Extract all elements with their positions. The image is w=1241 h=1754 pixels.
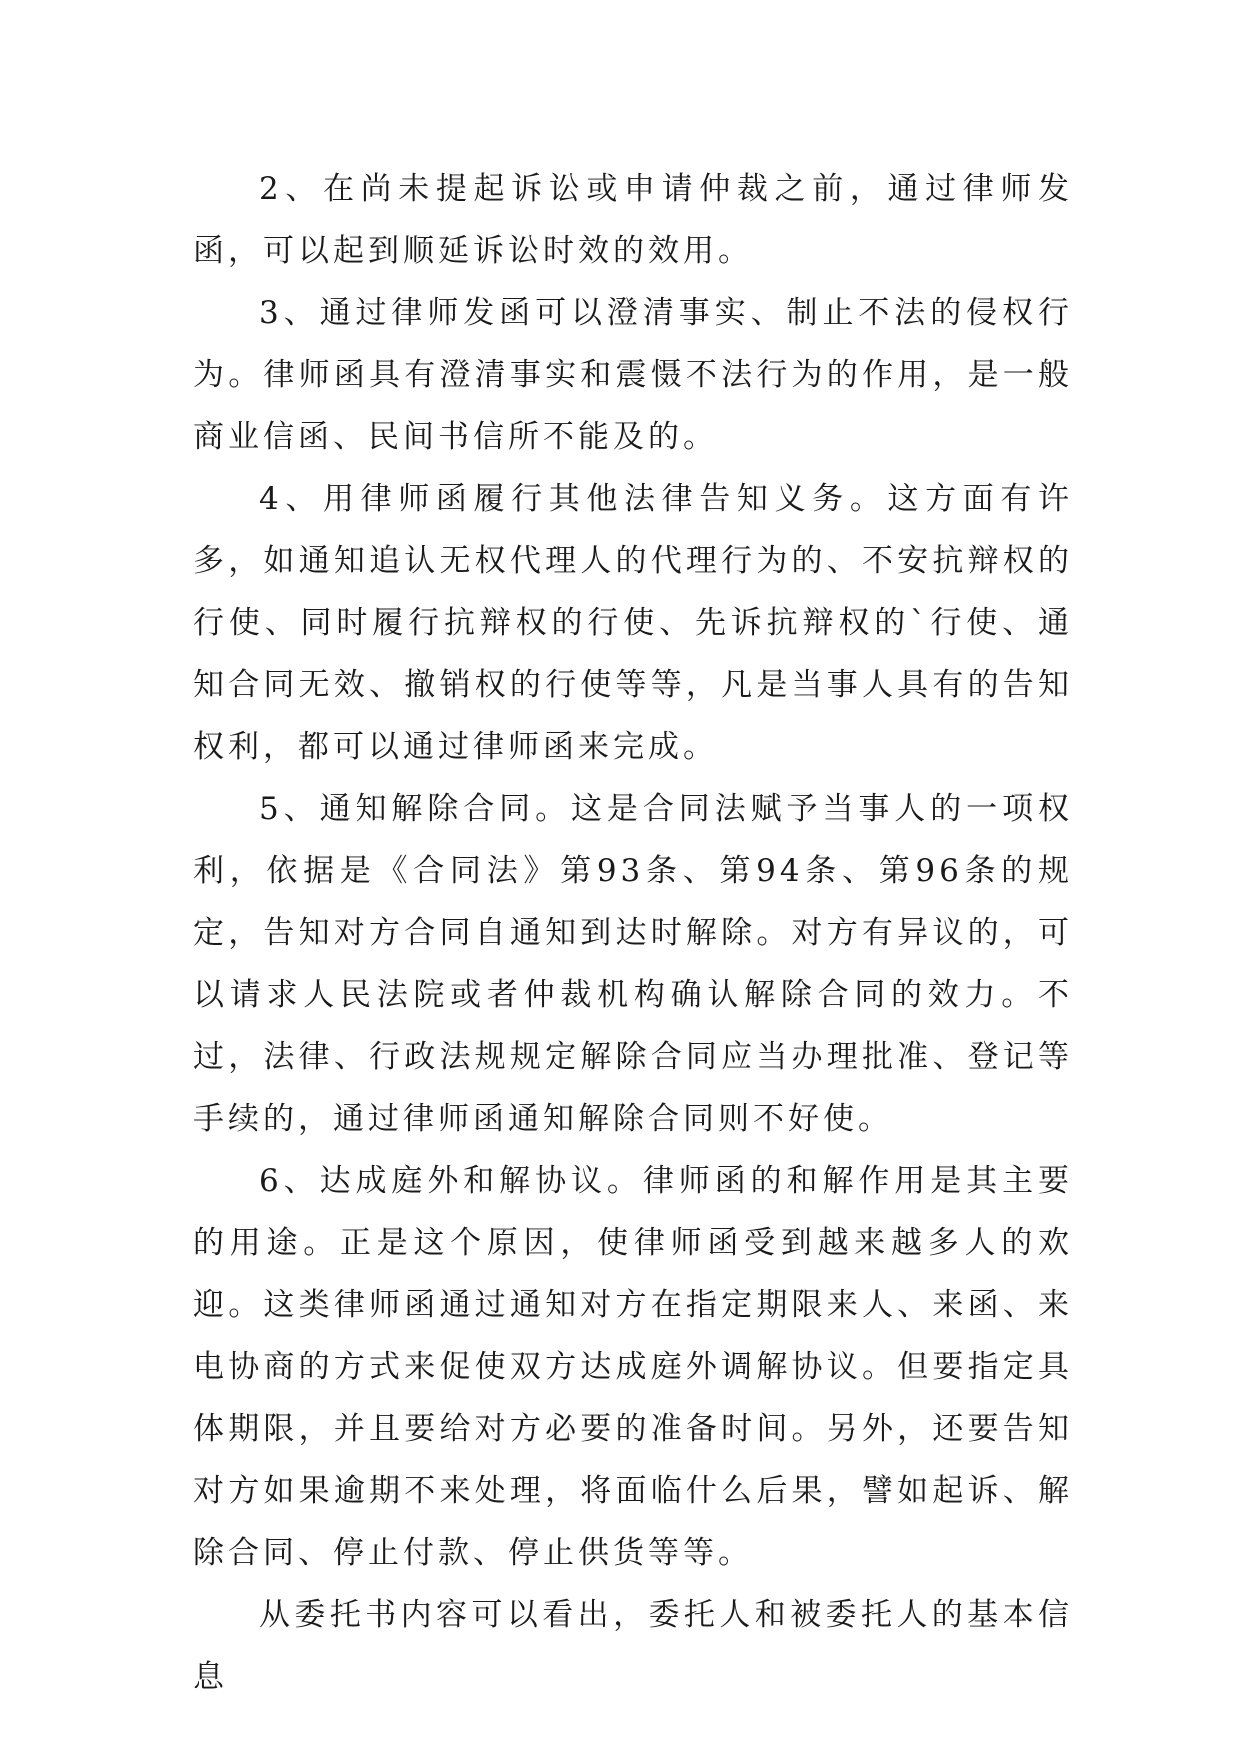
paragraph-item-4: 4、用律师函履行其他法律告知义务。这方面有许多，如通知追认无权代理人的代理行为的、不安抗辩权的行使、同时履行抗辩权的行使、先诉抗辩权的`行使、通知合同无效、撤销权的行使等等，凡是当事人具有的告知权利，都可以通过律师函来完成。 (193, 481, 1073, 765)
paragraph-item-5: 5、通知解除合同。这是合同法赋予当事人的一项权利，依据是《合同法》第93条、第94条、第96条的规定，告知对方合同自通知到达时解除。对方有异议的，可以请求人民法院或者仲裁机构确认解除合同的效力。不过，法律、行政法规规定解除合同应当办理批准、登记等手续的，通过律师函通知解除合同则不好使。 (193, 791, 1073, 1137)
paragraph-delegation-info: 从委托书内容可以看出，委托人和被委托人的基本信息 (193, 1597, 1073, 1695)
paragraph-item-2: 2、在尚未提起诉讼或申请仲裁之前，通过律师发函，可以起到顺延诉讼时效的效用。 (193, 171, 1073, 269)
document-body (193, 158, 1073, 1708)
paragraph-item-6: 6、达成庭外和解协议。律师函的和解作用是其主要的用途。正是这个原因，使律师函受到越来越多人的欢迎。这类律师函通过通知对方在指定期限来人、来函、来电协商的方式来促使双方达成庭外调解协议。但要指定具体期限，并且要给对方必要的准备时间。另外，还要告知对方如果逾期不来处理，将面临什么后果，譬如起诉、解除合同、停止付款、停止供货等等。 (193, 1163, 1073, 1571)
paragraph-item-3: 3、通过律师发函可以澄清事实、制止不法的侵权行为。律师函具有澄清事实和震慑不法行为的作用，是一般商业信函、民间书信所不能及的。 (193, 295, 1073, 455)
